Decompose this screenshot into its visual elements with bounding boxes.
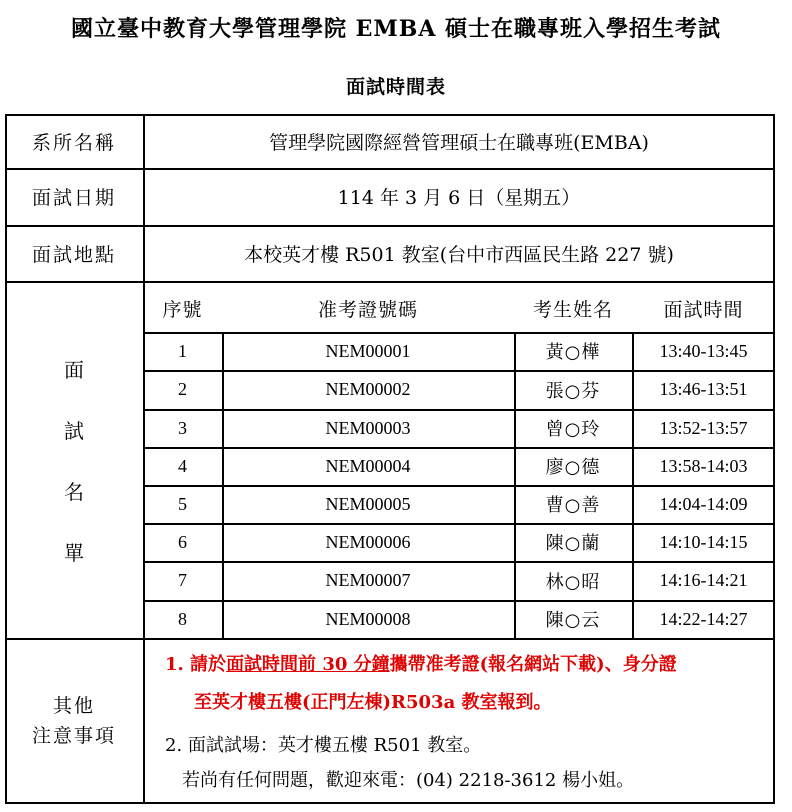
notes-label-line: 其他 xyxy=(52,695,95,717)
note-1 xyxy=(165,650,677,676)
column-header-exam-id: 准考證號碼 xyxy=(317,298,418,321)
location-value: 本校英才樓 R501 教室(台中市西區民生路 227 號) xyxy=(244,243,674,266)
note-2: 2. 面試試場：英才樓五樓 R501 教室。 xyxy=(165,735,482,756)
date-value: 114 年 3 月 6 日（星期五） xyxy=(337,187,581,209)
note-1-deadline: 面試時間前 30 分鐘 xyxy=(226,654,390,675)
row-exam-id: NEM00002 xyxy=(325,379,411,399)
row-number: 6 xyxy=(178,531,187,552)
contact-info: 若尚有任何問題，歡迎來電：(04) 2218-3612 楊小姐。 xyxy=(182,770,635,791)
row-time: 14:04-14:09 xyxy=(659,493,748,514)
row-number: 5 xyxy=(178,493,187,514)
row-number: 2 xyxy=(178,379,187,399)
row-time: 14:22-14:27 xyxy=(659,608,748,629)
row-time: 14:16-14:21 xyxy=(659,570,748,590)
row-name: 陳○云 xyxy=(545,610,601,631)
dept-label: 系所名稱 xyxy=(31,131,116,154)
date-label: 面試日期 xyxy=(31,187,116,209)
row-time: 13:52-13:57 xyxy=(659,417,748,438)
row-name: 黃○樺 xyxy=(545,342,601,363)
row-exam-id: NEM00006 xyxy=(325,531,411,552)
row-time: 14:10-14:15 xyxy=(659,531,748,552)
roster-label-char: 試 xyxy=(64,419,84,443)
row-time: 13:46-13:51 xyxy=(659,379,748,399)
row-exam-id: NEM00001 xyxy=(325,340,411,361)
document-subtitle: 面試時間表 xyxy=(345,76,446,98)
row-exam-id: NEM00008 xyxy=(325,608,411,629)
roster-label xyxy=(5,282,143,638)
row-exam-id: NEM00007 xyxy=(325,570,411,590)
notes-label-line: 注意事項 xyxy=(31,725,116,747)
column-header-number: 序號 xyxy=(162,298,203,321)
column-header-name: 考生姓名 xyxy=(532,298,613,321)
dept-value: 管理學院國際經營管理碩士在職專班(EMBA) xyxy=(269,131,649,154)
row-name: 廖○德 xyxy=(545,457,601,478)
row-name: 林○昭 xyxy=(545,571,601,593)
row-time: 13:58-14:03 xyxy=(659,455,748,476)
row-number: 4 xyxy=(178,455,187,476)
row-time: 13:40-13:45 xyxy=(659,340,748,361)
note-1-prefix: 1. 請於 xyxy=(165,654,227,675)
note-1-line-2: 至英才樓五樓(正門左棟)R503a 教室報到。 xyxy=(194,692,552,713)
row-exam-id: NEM00005 xyxy=(325,493,411,514)
row-name: 陳○蘭 xyxy=(545,533,601,554)
row-number: 7 xyxy=(178,570,187,590)
row-exam-id: NEM00003 xyxy=(325,417,411,438)
row-name: 曾○玲 xyxy=(545,419,601,440)
row-number: 3 xyxy=(178,417,187,438)
note-1-suffix: 攜帶准考證(報名網站下載)、身分證 xyxy=(389,654,677,675)
row-number: 8 xyxy=(178,608,187,629)
row-name: 曹○善 xyxy=(545,495,601,516)
roster-label-char: 面 xyxy=(64,358,84,382)
row-name: 張○芬 xyxy=(545,380,601,402)
roster-label-char: 名 xyxy=(64,480,84,504)
document-title: 國立臺中教育大學管理學院 EMBA 碩士在職專班入學招生考試 xyxy=(70,16,722,42)
row-number: 1 xyxy=(178,340,187,361)
location-label: 面試地點 xyxy=(31,243,116,266)
notes-label xyxy=(5,638,143,804)
roster-label-char: 單 xyxy=(64,541,84,565)
row-exam-id: NEM00004 xyxy=(325,455,411,476)
column-header-time: 面試時間 xyxy=(663,298,744,321)
